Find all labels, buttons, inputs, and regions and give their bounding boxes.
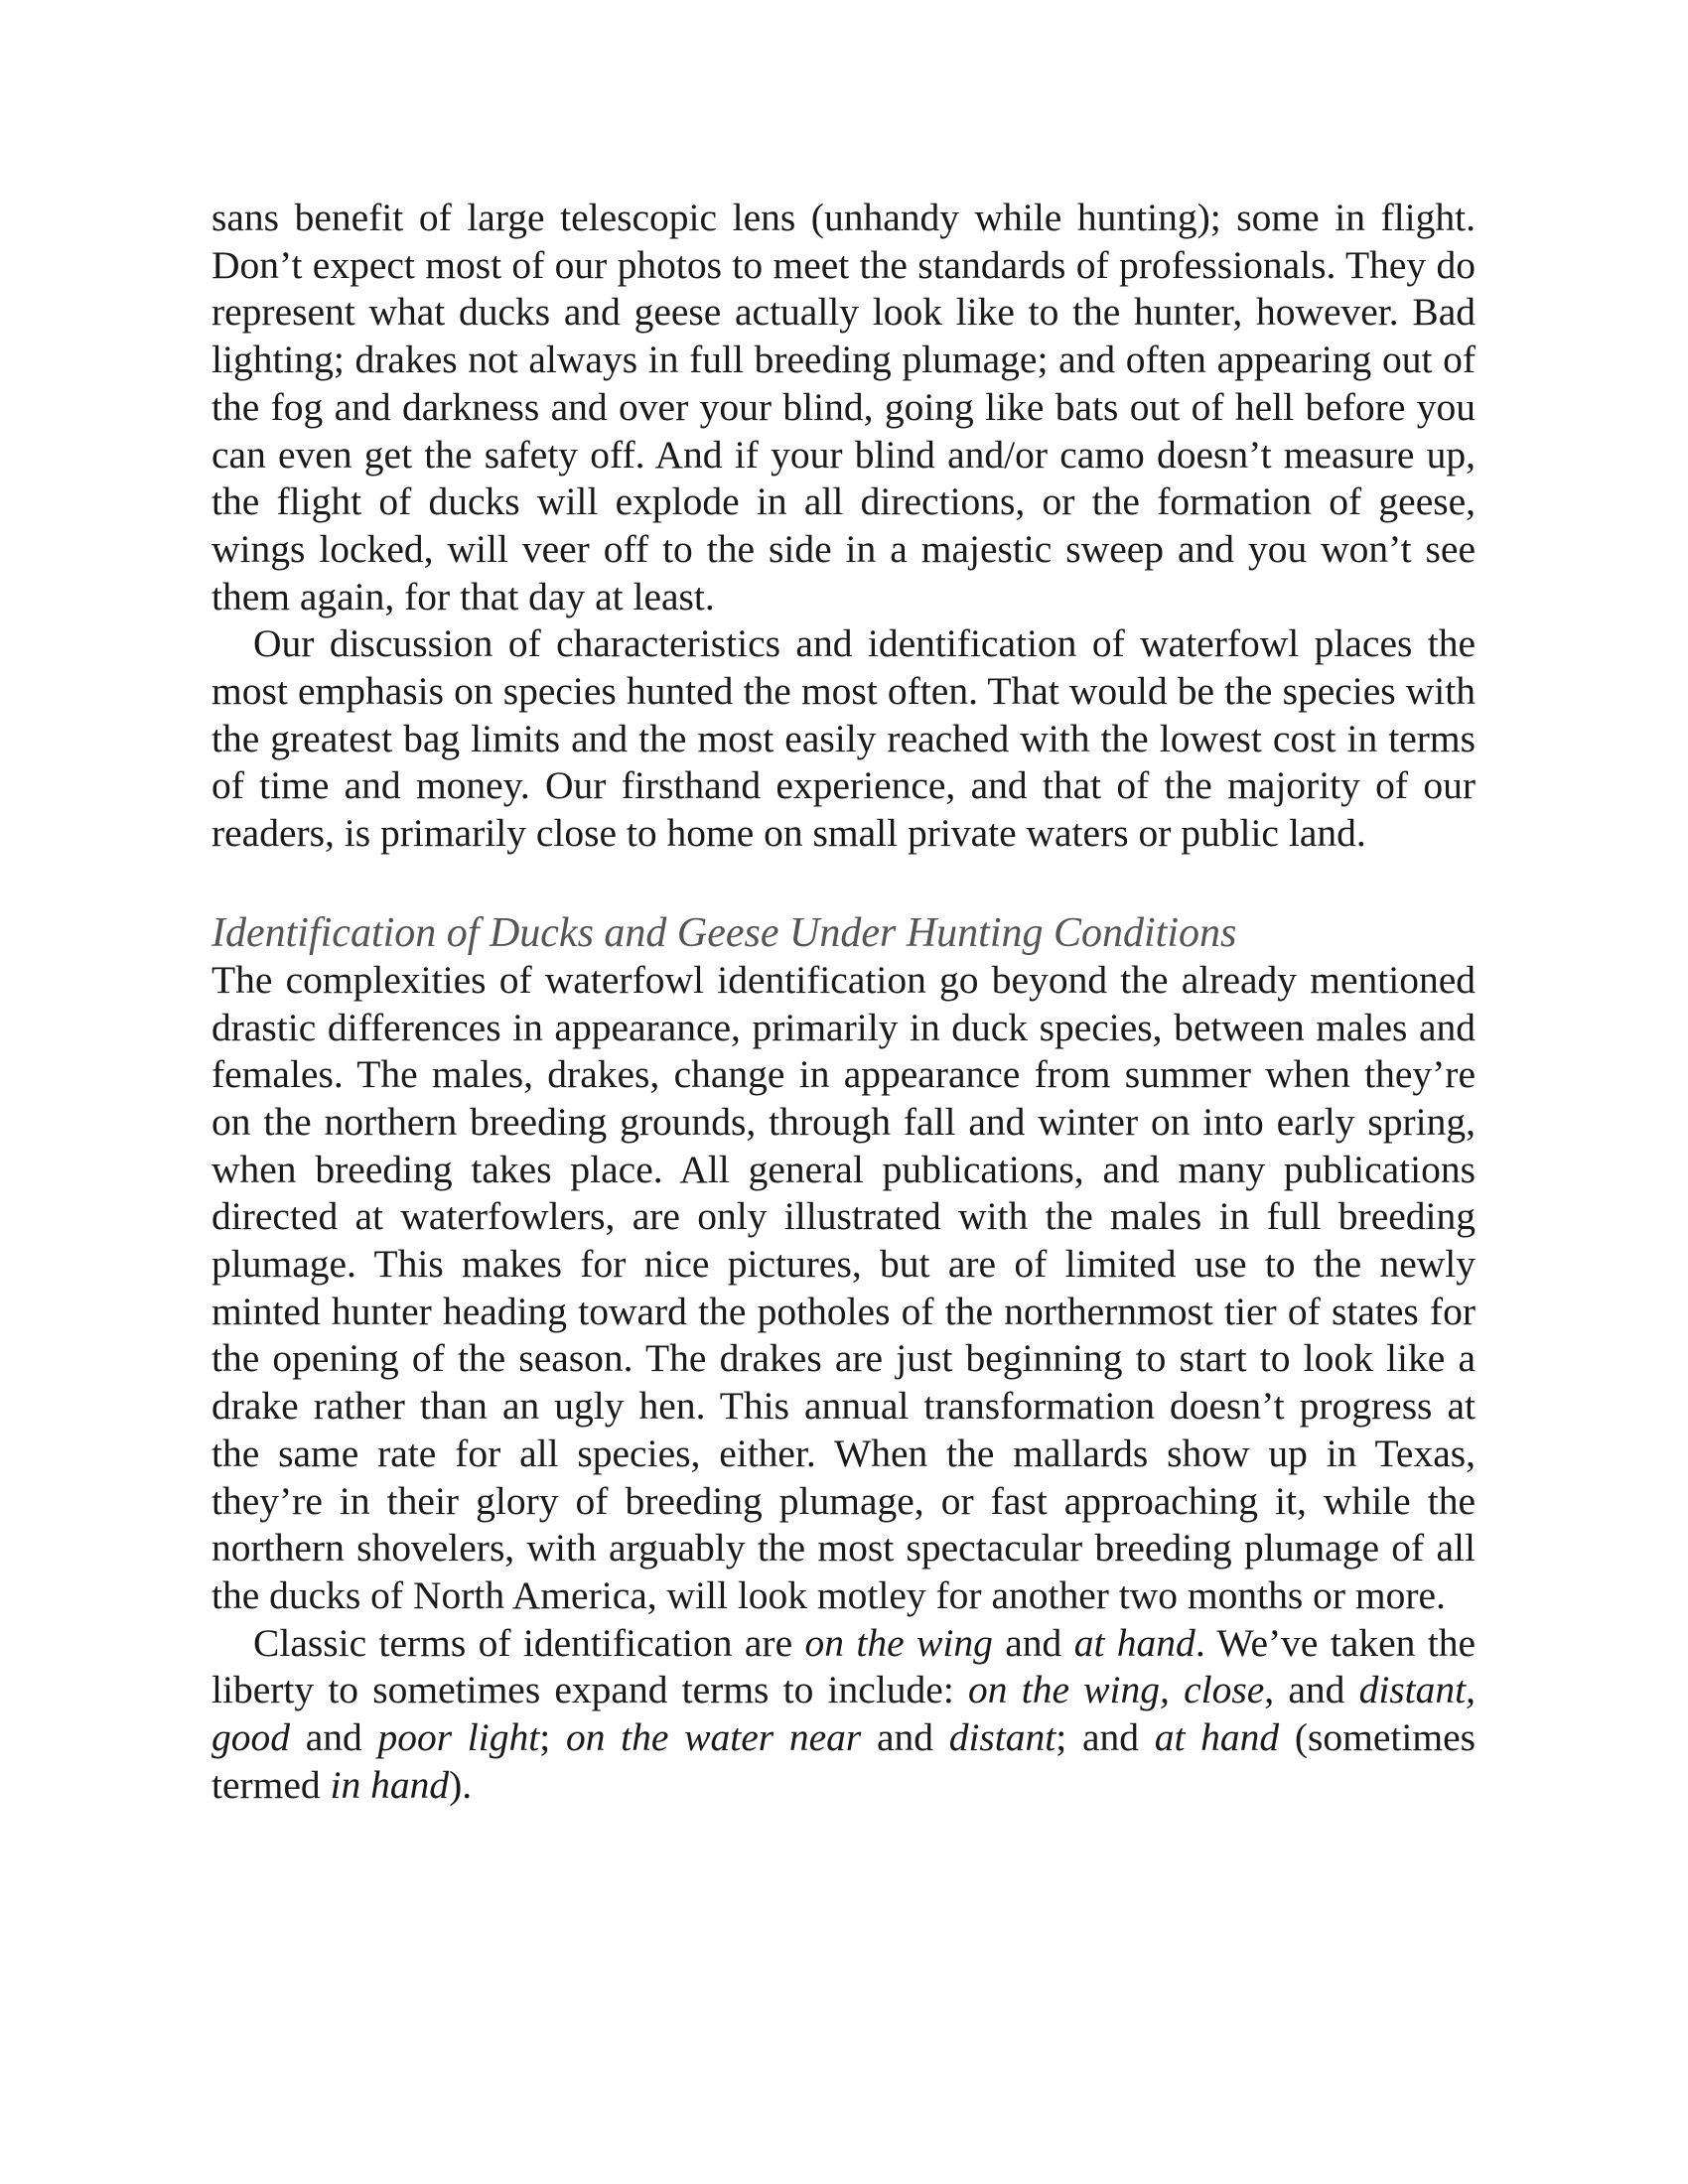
text-segment: (sometimes termed xyxy=(211,1715,1476,1807)
italic-term: in hand xyxy=(330,1762,450,1807)
italic-term: poor light xyxy=(377,1715,540,1760)
section-heading: Identification of Ducks and Geese Under Hunting Conditions xyxy=(211,909,1237,956)
paragraph-continued xyxy=(211,195,1476,620)
text-segment: ; xyxy=(539,1715,566,1760)
paragraph-text: Our discussion of characteristics and identification of waterfowl places the most emphasis on species hunted the most often. That would be the species with the greatest bag limits and the most easily reached with the lowest cost in terms of time and money. Our firsthand experience, and that of the majority of our readers, is primarily close to home on small private waters or public land. xyxy=(211,621,1476,856)
text-segment: and xyxy=(992,1620,1074,1665)
text-segment: and xyxy=(861,1715,949,1760)
text-segment: Classic terms of identification are xyxy=(253,1620,805,1665)
text-segment: . We’ve taken the liberty to sometimes expand terms to include: xyxy=(211,1620,1477,1712)
text-segment: , and xyxy=(1264,1668,1359,1712)
paragraph xyxy=(211,957,1476,1620)
document-page xyxy=(211,195,1476,1810)
italic-term: on the wing xyxy=(804,1620,993,1665)
italic-term: on the wing, close xyxy=(968,1668,1265,1712)
italic-term: on the water near xyxy=(565,1715,862,1760)
text-segment: and xyxy=(290,1715,378,1760)
italic-term: at hand xyxy=(1073,1620,1196,1665)
paragraph xyxy=(211,620,1476,858)
text-segment: ). xyxy=(449,1762,473,1807)
text-segment: ; and xyxy=(1055,1715,1155,1760)
paragraph-text: The complexities of waterfowl identification go beyond the already mentioned drastic differences in appearance, primarily in duck species, between males and females. The males, drakes, change in appearance from summer when they’re on the northern breeding grounds, through fall and winter on into early spring, when breeding takes place. All general publications, and many publications directed at waterfowlers, are only illustrated with the males in full breeding plumage. This makes for nice pictures, but are of limited use to the newly minted hunter heading toward the potholes of the northernmost tier of states for the opening of the season. The drakes are just beginning to start to look like a drake rather than an ugly hen. This annual transformation doesn’t progress at the same rate for all species, either. When the mallards show up in Texas, they’re in their glory of breeding plumage, or fast approaching it, while the northern shovelers, with arguably the most spectacular breeding plumage of all the ducks of North America, will look motley for another two months or more. xyxy=(211,957,1476,1617)
italic-term: distant, good xyxy=(211,1668,1476,1760)
paragraph-text: sans benefit of large telescopic lens (unhandy while hunting); some in flight. Don’t expect most of our photos to meet the standards of professionals. They do represent what ducks and geese actually look like to the hunter, however. Bad lighting; drakes not always in full breeding plumage; and often appearing out of the fog and darkness and over your blind, going like bats out of hell before you can even get the safety off. And if your blind and/or camo doesn’t measure up, the flight of ducks will explode in all directions, or the formation of geese, wings locked, will veer off to the side in a majestic sweep and you won’t see them again, for that day at least. xyxy=(211,196,1476,618)
italic-term: distant xyxy=(948,1715,1056,1760)
italic-term: at hand xyxy=(1154,1715,1280,1760)
paragraph-identification-terms xyxy=(211,1620,1476,1810)
